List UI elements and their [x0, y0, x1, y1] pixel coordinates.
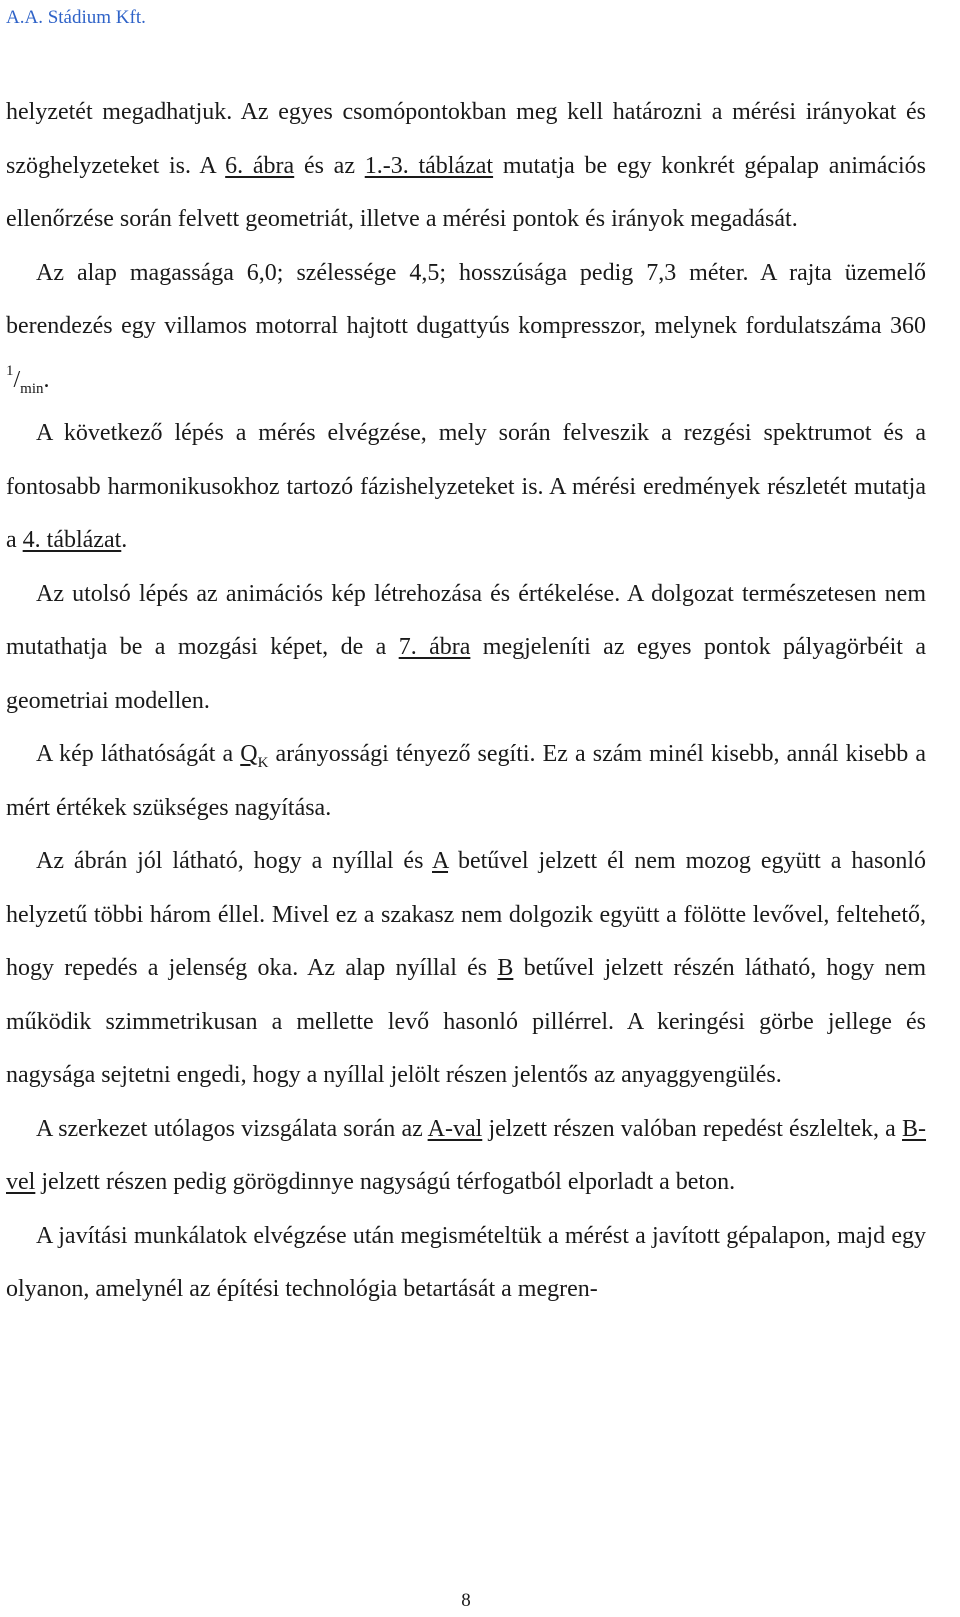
paragraph-8: [6, 1210, 926, 1317]
document-body: [6, 86, 926, 1317]
paragraph-2: [6, 247, 926, 408]
paragraph-text: és az: [294, 152, 365, 179]
paragraph-text: betűvel jelzett részén látható, hogy nem működik szimmetrikusan a mellette levő hasonló pillérrel. A keringési görbe jellege és nagysága sejtetni engedi, hogy a nyíllal jelölt részen jelentős az anyaggyengülés.: [6, 955, 926, 1088]
paragraph-text: A kép láthatóságát a: [36, 741, 241, 767]
link-4-tablazat[interactable]: 4. táblázat: [22, 527, 122, 553]
paragraph-text: .: [121, 527, 128, 553]
paragraph-text: A szerkezet utólagos vizsgálata során az: [36, 1115, 428, 1142]
paragraph-text: mutatja be egy konkrét gépalap animációs ellenőrzése során felvett geometriát, illetve a mérési pontok és irányok megadását.: [6, 152, 927, 232]
link-1-3-tablazat[interactable]: 1.-3. táblázat: [364, 152, 494, 179]
paragraph-text: .: [43, 366, 50, 393]
marker-a: A: [432, 848, 449, 874]
marker-a-val: A-val: [427, 1115, 483, 1142]
unit-subscript: min: [20, 380, 44, 397]
paragraph-3: [6, 407, 926, 568]
k-subscript: K: [257, 755, 269, 771]
paragraph-text: megjeleníti az egyes pontok pályagörbéit a geometriai modellen.: [6, 634, 927, 714]
paragraph-7: [6, 1103, 926, 1210]
link-6-abra[interactable]: 6. ábra: [225, 152, 295, 179]
paragraph-1: [6, 86, 926, 247]
unit-slash: /: [13, 366, 21, 393]
paragraph-text: betűvel jelzett él nem mozog együtt a hasonló helyzetű többi három éllel. Mivel ez a szakasz nem dolgozik együtt a fölötte levővel, feltehető, hogy repedés a jelenség oka. Az alap nyíllal és: [6, 848, 926, 981]
page-number: 8: [461, 1590, 471, 1611]
paragraph-text: arányossági tényező segíti. Ez a szám minél kisebb, annál kisebb a mért értékek szükséges nagyítása.: [6, 741, 927, 821]
paragraph-4: [6, 568, 926, 729]
qk-symbol: [240, 741, 269, 771]
q-letter: Q: [240, 741, 258, 767]
paragraph-6: [6, 835, 926, 1103]
paragraph-text: A következő lépés a mérés elvégzése, mely során felveszik a rezgési spektrumot és a fontosabb harmonikusokhoz tartozó fázishelyzeteket is. A mérési eredmények részletét mutatja a: [6, 420, 926, 553]
paragraph-text: jelzett részen valóban repedést észleltek, a: [482, 1115, 903, 1142]
paragraph-text: jelzett részen pedig görögdinnye nagyságú térfogatból elporladt a beton.: [35, 1169, 736, 1195]
paragraph-5: [6, 728, 926, 835]
paragraph-text: Az ábrán jól látható, hogy a nyíllal és: [36, 848, 433, 874]
link-7-abra[interactable]: 7. ábra: [398, 634, 471, 660]
marker-b-vel: B-vel: [6, 1115, 927, 1195]
paragraph-text: A javítási munkálatok elvégzése után megismételtük a mérést a javított gépalapon, majd egy olyanon, amelynél az építési technológia betartását a megren-: [6, 1222, 926, 1302]
paragraph-text: helyzetét megadhatjuk. Az egyes csomópontokban meg kell határozni a mérési irányokat és szöghelyzeteket is. A: [6, 99, 926, 179]
unit-superscript: 1: [6, 362, 14, 379]
paragraph-text: Az utolsó lépés az animációs kép létrehozása és értékelése. A dolgozat természetesen nem mutathatja be a mozgási képet, de a: [6, 580, 926, 660]
document-header: A.A. Stádium Kft.: [6, 7, 146, 28]
paragraph-text: Az alap magassága 6,0; szélessége 4,5; hosszúsága pedig 7,3 méter. A rajta üzemelő berendezés egy villamos motorral hajtott dugattyús kompresszor, melynek fordulatszáma 360: [6, 259, 926, 339]
marker-b: B: [497, 955, 514, 981]
